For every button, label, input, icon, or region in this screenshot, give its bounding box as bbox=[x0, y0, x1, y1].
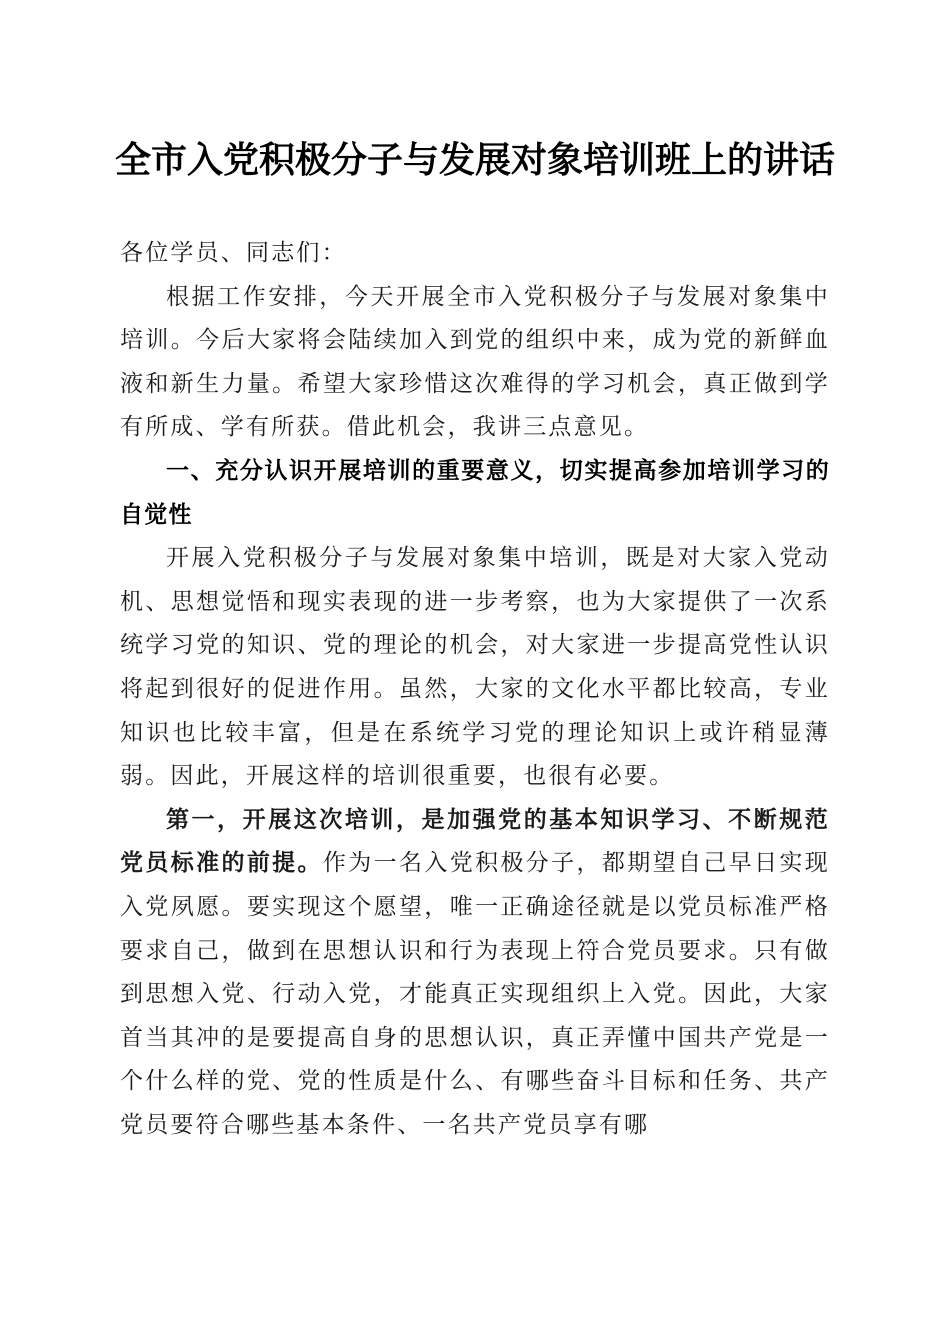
point-1-lead: 第一，开展这次培训，是加强党的基本知识学习、不断规范党员标准的前提。 bbox=[120, 806, 830, 877]
intro-paragraph: 根据工作安排，今天开展全市入党积极分子与发展对象集中培训。今后大家将会陆续加入到党的组织中来，成为党的新鲜血液和新生力量。希望大家珍惜这次难得的学习机会，真正做到学有所成、学有所获。借此机会，我讲三点意见。 bbox=[120, 283, 830, 441]
point-1-paragraph bbox=[120, 799, 830, 1148]
document-title: 全市入党积极分子与发展对象培训班上的讲话 bbox=[114, 139, 835, 181]
document-body bbox=[120, 232, 830, 1147]
section-1-paragraph: 开展入党积极分子与发展对象集中培训，既是对大家入党动机、思想觉悟和现实表现的进一步考察，也为大家提供了一次系统学习党的知识、党的理论的机会，对大家进一步提高党性认识将起到很好的促进作用。虽然，大家的文化水平都比较高，专业知识也比较丰富，但是在系统学习党的理论知识上或许稍显薄弱。因此，开展这样的培训很重要，也很有必要。 bbox=[120, 545, 830, 790]
point-1-body: 作为一名入党积极分子，都期望自己早日实现入党夙愿。要实现这个愿望，唯一正确途径就是以党员标准严格要求自己，做到在思想认识和行为表现上符合党员要求。只有做到思想入党、行动入党，才能真正实现组织上入党。因此，大家首当其冲的是要提高自身的思想认识，真正弄懂中国共产党是一个什么样的党、党的性质是什么、有哪些奋斗目标和任务、共产党员要符合哪些基本条件、一名共产党员享有哪 bbox=[120, 850, 830, 1138]
section-heading-1: 一、充分认识开展培训的重要意义，切实提高参加培训学习的自觉性 bbox=[120, 457, 830, 528]
salutation: 各位学员、同志们： bbox=[120, 240, 347, 266]
